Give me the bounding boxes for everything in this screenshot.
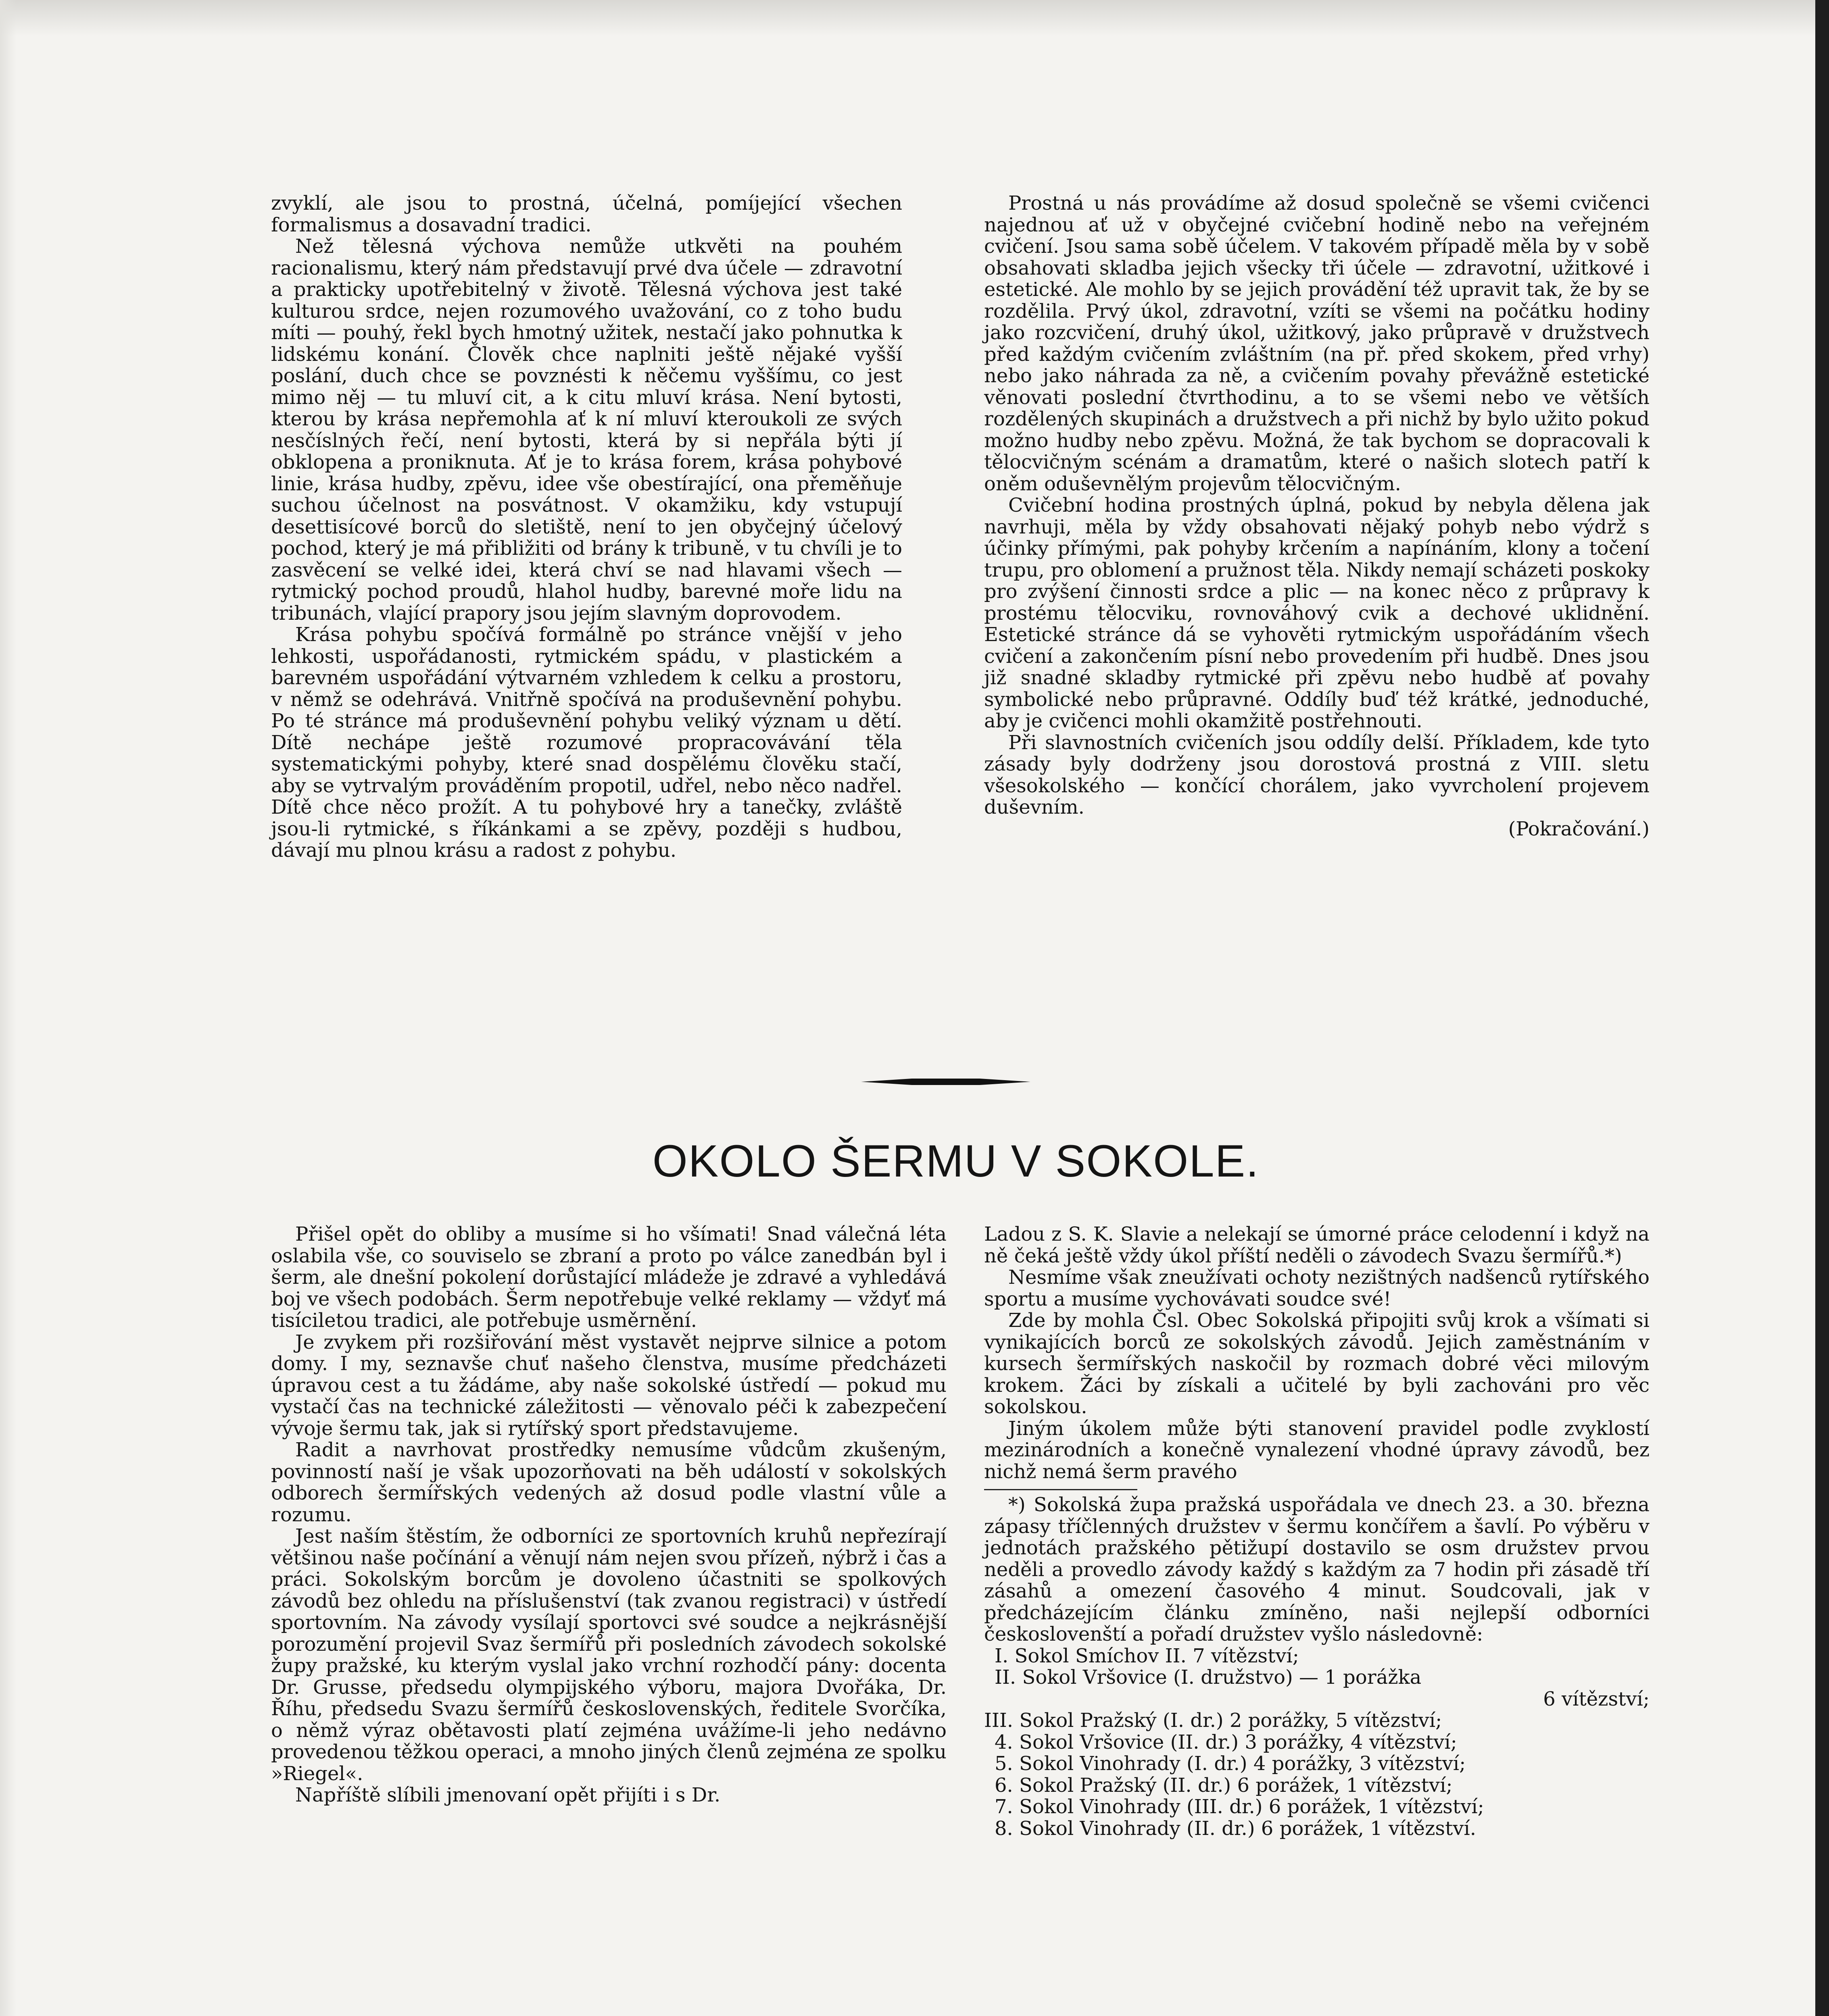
paragraph: Ladou z S. K. Slavie a nelekají se úmorné práce celodenní i když na ně čeká ještě vždy úkol příští neděli o závodech Svazu šermířů.*) <box>984 1223 1650 1267</box>
paragraph: Zde by mohla Čsl. Obec Sokolská připojiti svůj krok a všímati si vynikajících borců ze sokolských závodů. Jejich zaměstnáním v kursech šermířských naskočil by rozmach dobré věci milovým krokem. Žáci by získali a učitelé by byli zachováni pro věc sokolskou. <box>984 1309 1650 1418</box>
footnote: *) Sokolská župa pražská uspořádala ve dnech 23. a 30. března zápasy tříčlenných družstev v šermu končířem a šavlí. Po výběru v jednotách pražského pětižupí dostavilo se osm družstev prvou neděli a provedlo závody každý s každým za 7 hodin při zásadě tří zásahů a omezení časového 4 minut. Soudcovali, jak v předcházejícím článku zmíněno, naši nejlepší odborníci českoslovenští a pořadí družstev vyšlo následovně: <box>984 1493 1650 1645</box>
paragraph: Radit a navrhovat prostředky nemusíme vůdcům zkušeným, povinností naší je však upozorňovati na běh událostí v sokolských odborech šermířských vedených až dosud podle vlastní vůle a rozumu. <box>271 1439 947 1526</box>
paragraph: Při slavnostních cvičeních jsou oddíly delší. Příkladem, kde tyto zásady byly dodrženy jsou dorostová prostná z VIII. sletu všesokolského — končící chorálem, jako vyvrcholení projevem duševním. <box>984 731 1650 818</box>
scan-shadow-left <box>0 0 16 2016</box>
continued-note: (Pokračování.) <box>1508 817 1650 840</box>
results-item: I. Sokol Smíchov II. 7 vítězství; <box>995 1644 1299 1667</box>
scan-shadow-top <box>0 0 1829 36</box>
results-item: 6. Sokol Pražský (II. dr.) 6 porážek, 1 vítězství; <box>995 1774 1453 1797</box>
paragraph: zvyklí, ale jsou to prostná, účelná, pomíjející všechen formalismus a dosavadní tradici. <box>271 192 902 236</box>
paragraph: Jiným úkolem může býti stanovení pravidel podle zvyklostí mezinárodních a konečně vynalezení vhodné úpravy závodů, bez nichž nemá šerm pravého <box>984 1417 1650 1483</box>
scan-edge-right <box>1815 0 1829 2016</box>
results-item: 8. Sokol Vinohrady (II. dr.) 6 porážek, 1 vítězství. <box>995 1817 1476 1840</box>
paragraph: Přišel opět do obliby a musíme si ho všímati! Snad válečná léta oslabila vše, co souviselo se zbraní a proto po válce zanedbán byl i šerm, ale dnešní pokolení dorůstající mládeže je zdravé a vyhledává boj ve všech podobách. Šerm nepotřebuje velké reklamy — vždyť má tisíciletou tradici, ale potřebuje usměrnění. <box>271 1223 947 1332</box>
section-divider <box>861 1079 1030 1085</box>
results-item: 6 vítězství; <box>1543 1687 1650 1710</box>
results-item: III. Sokol Pražský (I. dr.) 2 porážky, 5 vítězství; <box>984 1709 1442 1732</box>
article-bottom-column-left <box>271 1224 947 1806</box>
paragraph: Napříště slíbili jmenovaní opět přijíti i s Dr. <box>295 1784 721 1806</box>
paragraph: Než tělesná výchova nemůže utkvěti na pouhém racionalismu, který nám představují prvé dva účele — zdravotní a prakticky upotřebitelný v životě. Tělesná výchova jest také kulturou srdce, nejen rozumového uvažování, co z toho budu míti — pouhý, řekl bych hmotný užitek, nestačí jako pohnutka k lidskému konání. Člověk chce naplniti ještě nějaké vyšší poslání, duch chce se povznésti k něčemu vyššímu, co jest mimo něj — tu mluví cit, a k citu mluví krása. Není bytosti, kterou by krása nepřemohla ať k ní mluví kteroukoli ze svých nesčíslných řečí, není bytosti, která by si nepřála býti jí obklopena a proniknuta. Ať je to krása forem, krása pohybové linie, krása hudby, zpěvu, idee vše obestírající, ona přeměňuje suchou účelnost na posvátnost. V okamžiku, kdy vstupují desettisícové borců do sletiště, není to jen obyčejný účelový pochod, který je má přibližiti od brány k tribuně, v tu chvíli je to zasvěcení se velké idei, která chví se nad hlavami všech — rytmický pochod proudů, hlahol hudby, barevné moře lidu na tribunách, vlající prapory jsou jejím slavným doprovodem. <box>271 235 902 625</box>
results-list <box>984 1645 1650 1840</box>
results-item: 5. Sokol Vinohrady (I. dr.) 4 porážky, 3 vítězství; <box>995 1752 1466 1775</box>
paragraph: Je zvykem při rozšiřování měst vystavět nejprve silnice a potom domy. I my, seznavše chuť našeho členstva, musíme předcházeti úpravou cest a tu žádáme, aby naše sokolské ústředí — pokud mu vystačí čas na technické záležitosti — věnovalo péči k zabezpečení vývoje šermu tak, jak si rytířský sport představujeme. <box>271 1331 947 1440</box>
paragraph: Cvičební hodina prostných úplná, pokud by nebyla dělena jak navrhuji, měla by vždy obsahovati nějaký pohyb nebo výdrž s účinky přímými, pak pohyby krčením a napínáním, klony a točení trupu, pro oblomení a pružnost těla. Nikdy nemají scházeti poskoky pro zvýšení činnosti srdce a plic — na konec něco z průpravy k prostému tělocviku, rovnováhový cvik a dechové uklidnění. Estetické stránce dá se vyhověti rytmickým uspořádáním všech cvičení a zakončením písní nebo provedením při hudbě. Dnes jsou již snadné skladby rytmické při zpěvu nebo hudbě ať povahy symbolické nebo průpravné. Oddíly buď též krátké, jednoduché, aby je cvičenci mohli okamžitě postřehnouti. <box>984 494 1650 732</box>
paragraph: Krása pohybu spočívá formálně po stránce vnější v jeho lehkosti, uspořádanosti, rytmickém spádu, v plastickém a barevném uspořádání výtvarném vzhledem k celku a prostoru, v němž se odehrává. Vnitřně spočívá na produševnění pohybu. Po té stránce má produševnění pohybu veliký význam u dětí. Dítě nechápe ještě rozumové propracovávání těla systematickými pohyby, které snad dospělému člověku stačí, aby se vytrvalým prováděním propotil, udřel, nebo něco nadřel. Dítě chce něco prožít. A tu pohybové hry a tanečky, zvláště jsou-li rytmické, s říkánkami a se zpěvy, později s hudbou, dávají mu plnou krásu a radost z pohybu. <box>271 623 902 862</box>
article-top-column-left <box>271 193 902 862</box>
paragraph: Nesmíme však zneužívati ochoty nezištných nadšenců rytířského sportu a musíme vychovávati soudce své! <box>984 1266 1650 1310</box>
article-top-column-right <box>984 193 1650 840</box>
results-item: 7. Sokol Vinohrady (III. dr.) 6 porážek, 1 vítězství; <box>995 1795 1484 1818</box>
results-item: II. Sokol Vršovice (I. družstvo) — 1 porážka <box>995 1666 1422 1689</box>
paragraph: Jest naším štěstím, že odborníci ze sportovních kruhů nepřezírají většinou naše počínání a věnují nám nejen svou přízeň, nýbrž i čas a práci. Sokolským borcům je dovoleno účastniti se spolkových závodů bez ohledu na příslušenství (tak zvanou registraci) v ústředí sportovním. Na závody vysílají sportovci své soudce a nejkrásnější porozumění projevil Svaz šermířů při posledních závodech sokolské župy pražské, ku kterým vyslal jako vrchní rozhodčí pány: docenta Dr. Grusse, předsedu olympijského výboru, majora Dvořáka, Dr. Říhu, předsedu Svazu šermířů československých, ředitele Svorčíka, o němž výraz obětavosti platí zejména uvážíme-li jeho nedávno provedenou těžkou operaci, a mnoho jiných členů zejména ze spolku »Riegel«. <box>271 1525 947 1785</box>
article-bottom-column-right <box>984 1224 1650 1839</box>
footnote-rule <box>984 1489 1137 1490</box>
results-item: 4. Sokol Vršovice (II. dr.) 3 porážky, 4 vítězství; <box>995 1731 1457 1754</box>
article-headline: OKOLO ŠERMU V SOKOLE. <box>652 1136 1260 1186</box>
paragraph: Prostná u nás provádíme až dosud společně se všemi cvičenci najednou ať už v obyčejné cvičební hodině nebo na veřejném cvičení. Jsou sama sobě účelem. V takovém případě měla by v sobě obsahovati skladba jejich všecky tři účele — zdravotní, užitkové i estetické. Ale mohlo by se jejich provádění též upravit tak, že by se rozdělila. Prvý úkol, zdravotní, vzíti se všemi na počátku hodiny jako rozcvičení, druhý úkol, užitkový, jako průpravě v družstvech před každým cvičením zvláštním (na př. před skokem, před vrhy) nebo jako náhrada za ně, a cvičením povahy převážně estetické věnovati poslední čtvrthodinu, a to se všemi nebo ve větších rozdělených skupinách a družstvech a při nichž by bylo užito pokud možno hudby nebo zpěvu. Možná, že tak bychom se dopracovali k tělocvičným scénám a dramatům, které o našich slotech patří k oněm oduševnělým projevům tělocvičným. <box>984 192 1650 495</box>
